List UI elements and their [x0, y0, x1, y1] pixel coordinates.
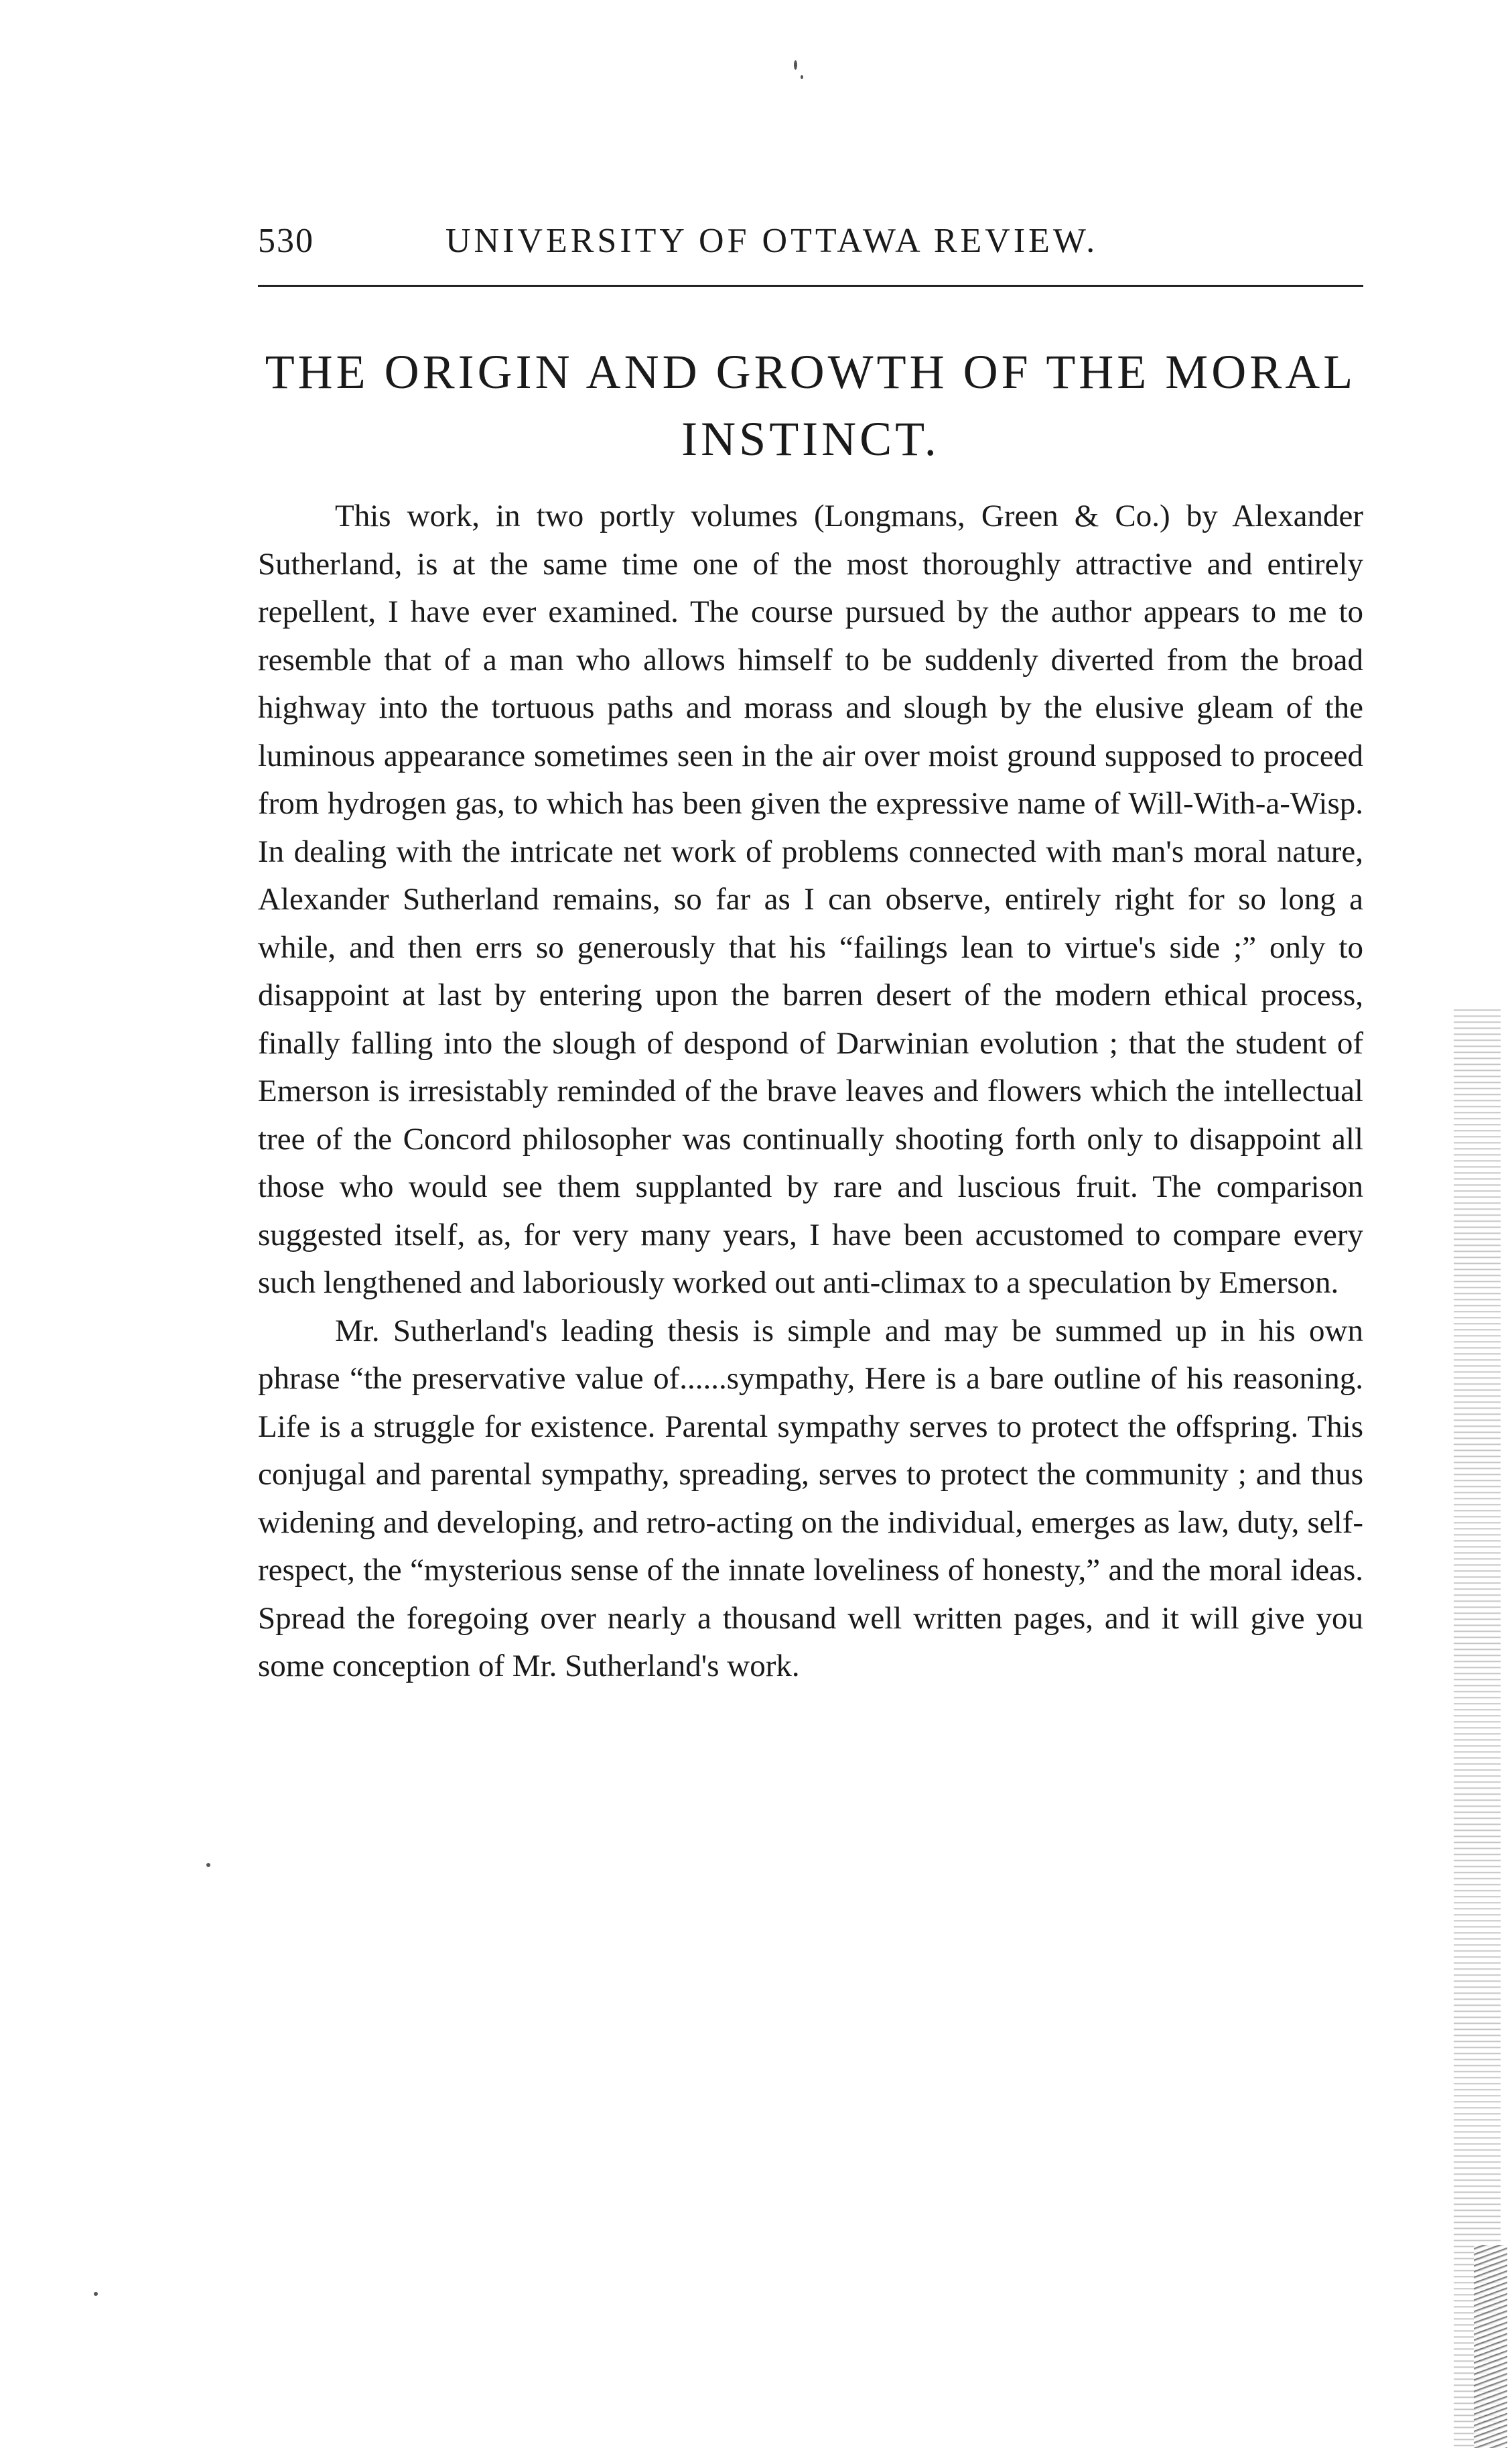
- scan-speck: [801, 75, 803, 79]
- scan-speck: [794, 60, 797, 70]
- page-number: 530: [258, 222, 314, 260]
- paragraph: This work, in two portly volumes (Longmans, Green & Co.) by Alexander Sutherland, is at the same time one of the most thoroughly attractive and entirely repellent, I have ever examined. The course pursued by the author appears to me to resemble that of a man who allows himself to be suddenly diverted from the broad highway into the tortuous paths and morass and slough by the elusive gleam of the luminous appearance sometimes seen in the air over moist ground supposed to proceed from hydrogen gas, to which has been given the expressive name of Will-With-a-Wisp. In dealing with the intricate net work of problems connected with man's moral nature, Alexander Sutherland remains, so far as I can observe, entirely right for so long a while, and then errs so generously that his “failings lean to virtue's side ;” only to disappoint at last by entering upon the barren desert of the modern ethical process, finally falling into the slough of despond of Darwinian evolution ; that the student of Emerson is irresistably reminded of the brave leaves and flowers which the intellectual tree of the Concord philosopher was continually shooting forth only to disappoint all those who would see them supplanted by rare and luscious fruit. The comparison suggested itself, as, for very many years, I have been accustomed to compare every such lengthened and laboriously worked out anti-climax to a speculation by Emerson.: [258, 499, 1363, 1300]
- page-edge-shadow: [1454, 1005, 1501, 2448]
- article-title: THE ORIGIN AND GROWTH OF THE MORAL INSTINCT.: [265, 345, 1357, 466]
- page-header: [258, 221, 1363, 275]
- scan-speck: [206, 1863, 210, 1867]
- page-edge-shadow-dark: [1474, 2245, 1507, 2448]
- paragraph: Mr. Sutherland's leading thesis is simple and may be summed up in his own phrase “the preservative value of......sympathy, Here is a bare outline of his reasoning. Life is a struggle for existence. Parental sympathy serves to protect the offspring. This conjugal and parental sympathy, spreading, serves to protect the community ; and thus widening and developing, and retro-acting on the individual, emerges as law, duty, self-respect, the “mysterious sense of the innate loveliness of honesty,” and the moral ideas. Spread the foregoing over nearly a thousand well written pages, and it will give you some conception of Mr. Sutherland's work.: [258, 1313, 1363, 1683]
- header-rule: [258, 285, 1363, 287]
- article-body: [258, 493, 1363, 1691]
- running-head: UNIVERSITY OF OTTAWA REVIEW.: [445, 222, 1099, 260]
- scan-speck: [94, 2292, 98, 2296]
